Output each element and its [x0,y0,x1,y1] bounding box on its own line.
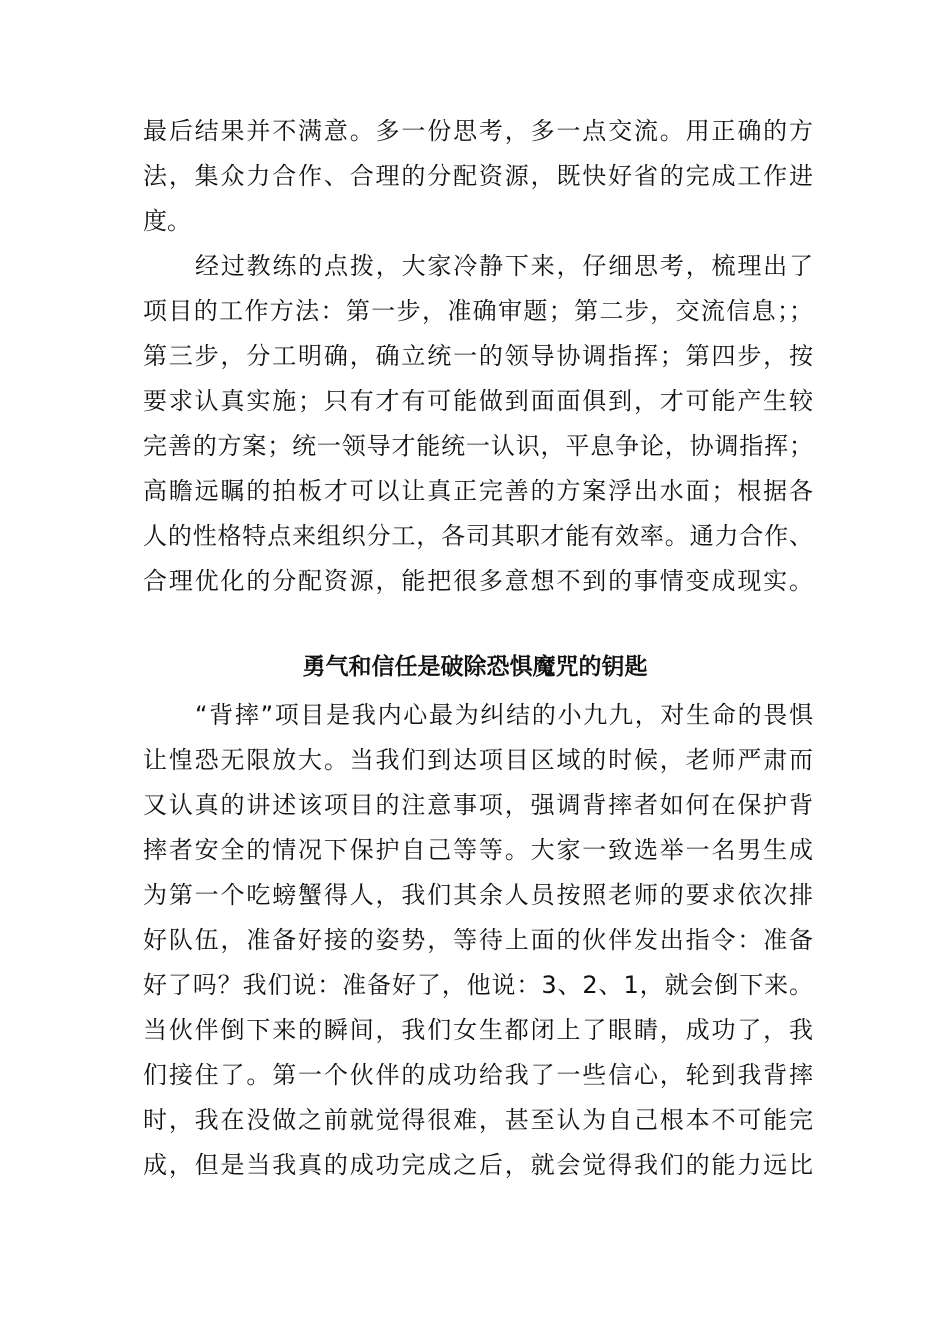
paragraph-line: 当伙伴倒下来的瞬间，我们女生都闭上了眼睛，成功了，我 [143,1016,813,1044]
section-heading: 勇气和信任是破除恐惧魔咒的钥匙 [302,654,648,680]
paragraph-line: 成，但是当我真的成功完成之后，就会觉得我们的能力远比 [143,1151,813,1179]
paragraph-line: 让惶恐无限放大。当我们到达项目区域的时候，老师严肃而 [143,746,813,774]
paragraph-line: “背摔”项目是我内心最为纠结的小九九，对生命的畏惧 [195,701,813,729]
paragraph-line: 最后结果并不满意。多一份思考，多一点交流。用正确的方 [143,117,813,145]
paragraph-line: 又认真的讲述该项目的注意事项，强调背摔者如何在保护背 [143,791,813,819]
paragraph-line: 完善的方案；统一领导才能统一认识，平息争论，协调指挥； [143,432,813,460]
paragraph-3 [143,693,813,1188]
paragraph-line: 时，我在没做之前就觉得很难，甚至认为自己根本不可能完 [143,1106,813,1134]
paragraph-line: 好了吗？我们说：准备好了，他说：3、2、1，就会倒下来。 [143,971,813,999]
paragraph-line: 为第一个吃螃蟹得人，我们其余人员按照老师的要求依次排 [143,881,813,909]
paragraph-line: 人的性格特点来组织分工，各司其职才能有效率。通力合作、 [143,522,813,550]
paragraph-line: 度。 [143,207,191,235]
paragraph-line: 摔者安全的情况下保护自己等等。大家一致选举一名男生成 [143,836,813,864]
paragraph-line: 经过教练的点拨，大家冷静下来，仔细思考，梳理出了 [195,252,813,280]
paragraph-line: 第三步，分工明确，确立统一的领导协调指挥；第四步，按 [143,342,813,370]
paragraph-line: 要求认真实施；只有才有可能做到面面俱到，才可能产生较 [143,387,813,415]
paragraph-line: 法，集众力合作、合理的分配资源，既快好省的完成工作进 [143,162,813,190]
paragraph-2 [143,244,813,604]
paragraph-line: 高瞻远瞩的拍板才可以让真正完善的方案浮出水面；根据各 [143,477,813,505]
paragraph-1 [143,109,813,244]
paragraph-line: 合理优化的分配资源，能把很多意想不到的事情变成现实。 [143,567,813,595]
paragraph-line: 项目的工作方法：第一步，准确审题；第二步，交流信息；； [143,297,813,325]
paragraph-line: 们接住了。第一个伙伴的成功给我了一些信心，轮到我背摔 [143,1061,813,1089]
paragraph-line: 好队伍，准备好接的姿势，等待上面的伙伴发出指令：准备 [143,926,813,954]
